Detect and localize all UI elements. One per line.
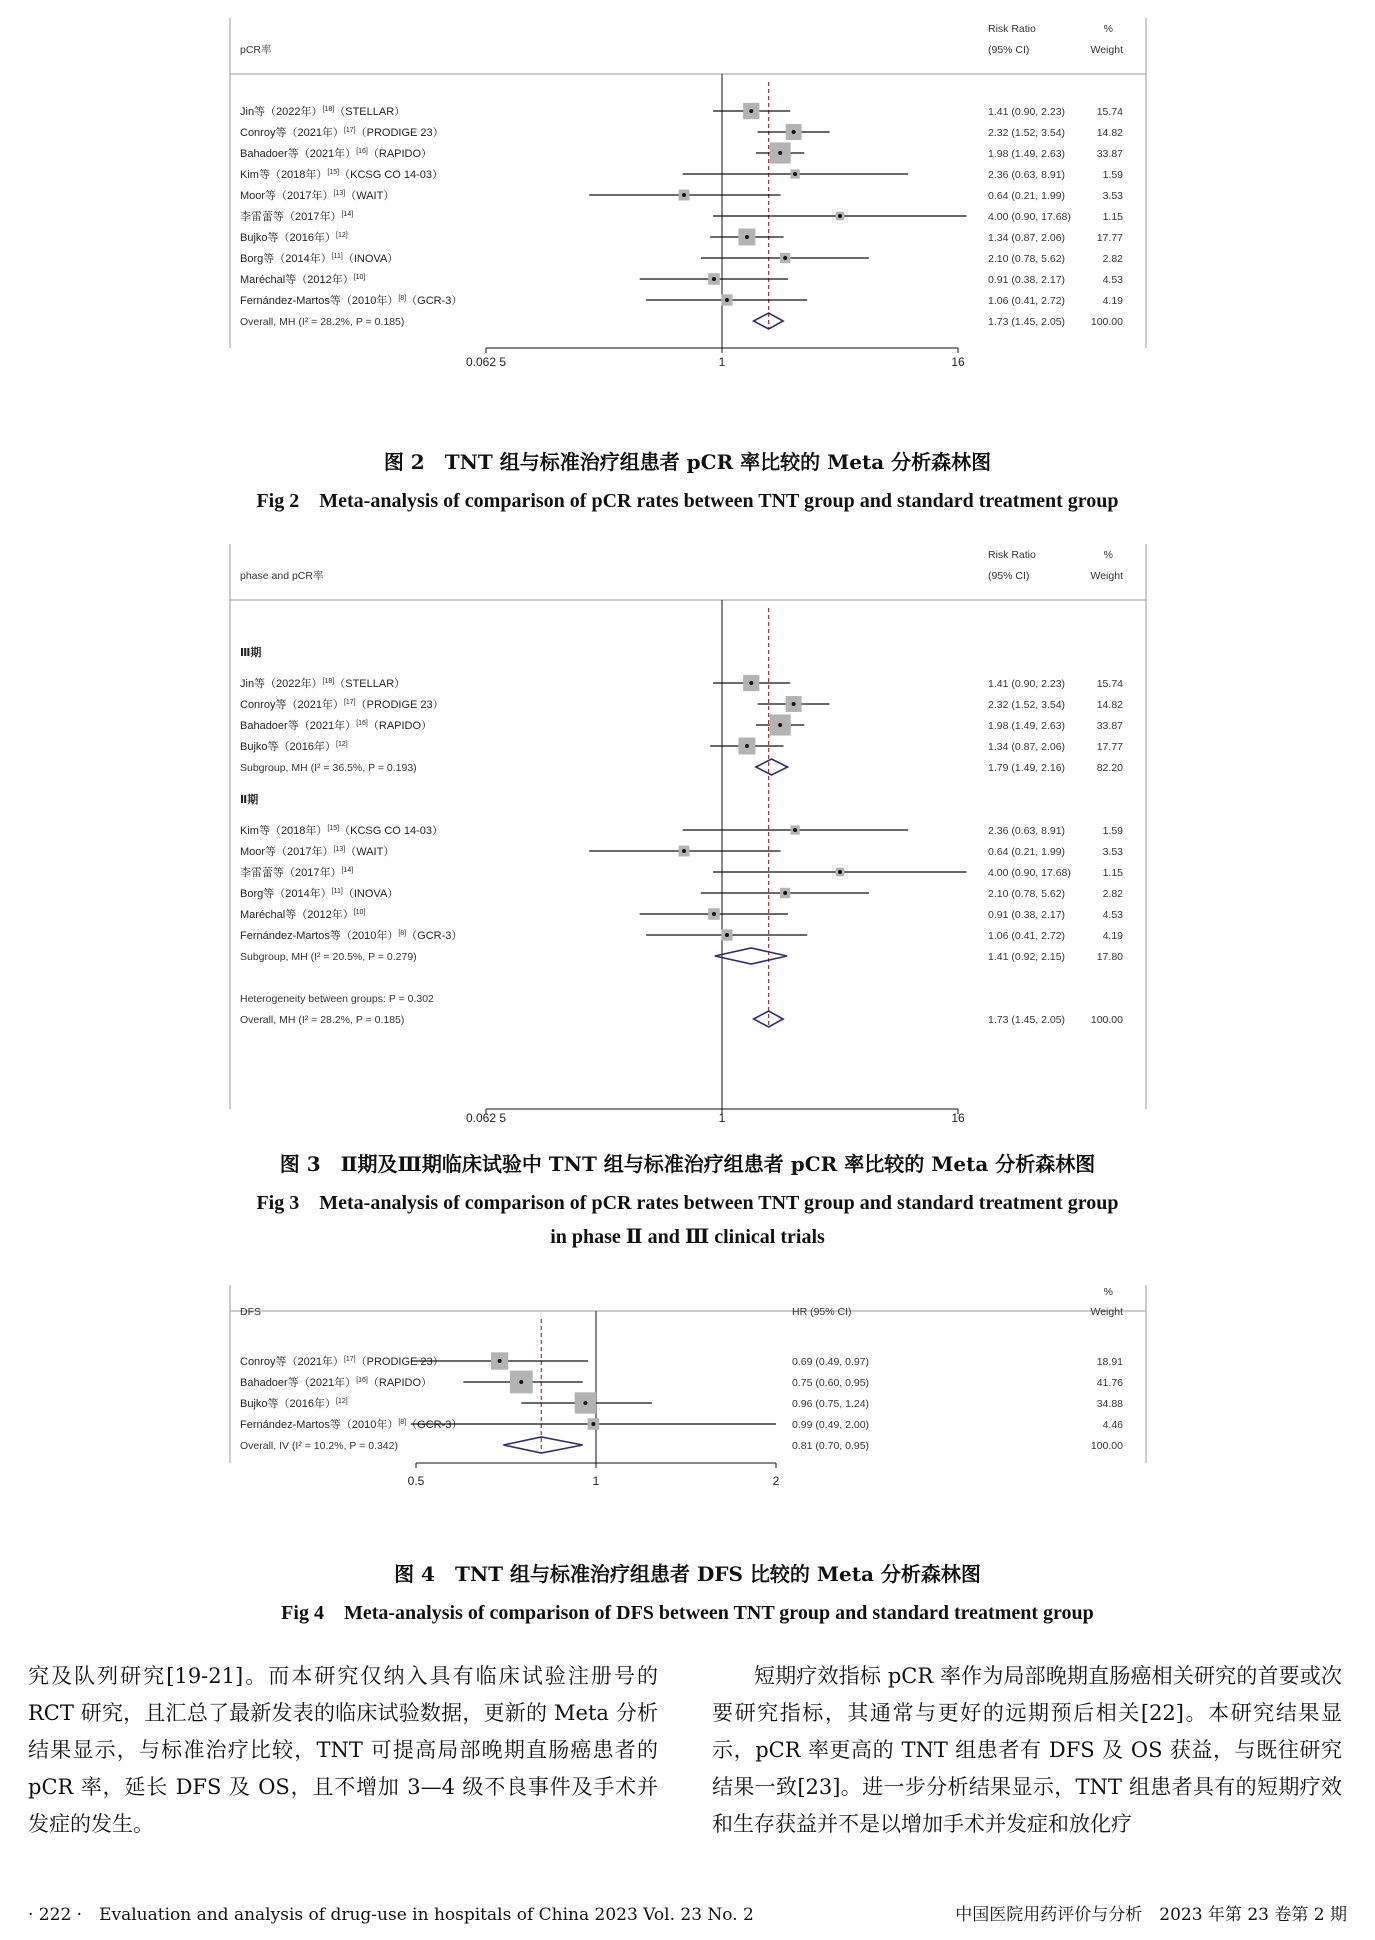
- study-name: Moor等（2017年）: [240, 190, 334, 202]
- weight-value: 3.53: [1102, 190, 1123, 202]
- study-name: Conroy等（2021年）: [240, 1356, 344, 1368]
- study-label: [240, 188, 394, 202]
- x-axis-tick-label: 16: [951, 355, 965, 369]
- weight-value: 14.82: [1096, 127, 1123, 139]
- study-reference: [16]: [356, 720, 368, 727]
- study-reference: [11]: [331, 253, 343, 260]
- study-name: Kim等（2018年）: [240, 169, 328, 181]
- weight-value: 4.19: [1102, 930, 1123, 942]
- study-label: [240, 718, 432, 732]
- study-name: Conroy等（2021年）: [240, 127, 344, 139]
- weight-value: 17.77: [1096, 232, 1123, 244]
- weight-value: 4.19: [1102, 295, 1123, 307]
- column-header-percent: %: [1103, 549, 1113, 561]
- point-estimate: [783, 891, 787, 895]
- x-axis-tick-label: 1: [592, 1474, 600, 1488]
- point-estimate: [783, 256, 787, 260]
- fig3-caption-en-line1: Fig 3 Meta-analysis of comparison of pCR rates between TNT group and standard treatment group: [256, 1192, 1119, 1214]
- x-axis-tick-label: 0.062 5: [465, 355, 507, 369]
- study-name: Fernández-Martos等（2010年）: [240, 930, 399, 942]
- fig3-caption-cn: 图 3 Ⅱ期及Ⅲ期临床试验中 TNT 组与标准治疗组患者 pCR 率比较的 Meta 分析森林图: [279, 1152, 1096, 1176]
- point-estimate: [682, 849, 686, 853]
- study-name: 李雷蕾等（2017年）: [240, 211, 342, 223]
- effect-ci-value: 1.34 (0.87, 2.06): [988, 741, 1066, 753]
- study-name: Overall, IV (I² = 10.2%, P = 0.342): [240, 1440, 398, 1452]
- x-axis-tick-label: 2: [772, 1474, 780, 1488]
- column-header-ci: HR (95% CI): [792, 1306, 852, 1318]
- fig4-caption-en: Fig 4 Meta-analysis of comparison of DFS between TNT group and standard treatment group: [281, 1602, 1094, 1624]
- weight-value: 17.80: [1096, 951, 1123, 963]
- body-text-right: [712, 1658, 1342, 1843]
- study-label: [240, 1440, 398, 1452]
- study-trial: （GCR-3）: [406, 930, 463, 942]
- study-label: [240, 146, 432, 160]
- study-reference: [12]: [336, 741, 348, 748]
- weight-value: 33.87: [1096, 720, 1123, 732]
- column-header-weight: Weight: [1090, 1306, 1123, 1318]
- study-reference: [12]: [336, 1398, 348, 1405]
- study-label: [240, 104, 405, 118]
- study-name: Bahadoer等（2021年）: [240, 720, 357, 732]
- study-name: Borg等（2014年）: [240, 253, 332, 265]
- effect-ci-value: 0.81 (0.70, 0.95): [792, 1440, 870, 1452]
- study-reference: [18]: [322, 678, 335, 685]
- effect-ci-value: 2.10 (0.78, 5.62): [988, 253, 1066, 265]
- study-trial: （KCSG CO 14-03）: [339, 169, 444, 181]
- point-estimate: [583, 1401, 587, 1405]
- study-name: Bujko等（2016年）: [240, 741, 336, 753]
- effect-ci-value: 0.64 (0.21, 1.99): [988, 190, 1066, 202]
- study-trial: （RAPIDO）: [367, 148, 433, 160]
- effect-ci-value: 2.36 (0.63, 8.91): [988, 825, 1066, 837]
- study-reference: [8]: [398, 1419, 407, 1426]
- column-header-label: phase and pCR率: [240, 570, 324, 582]
- effect-ci-value: 0.64 (0.21, 1.99): [988, 846, 1066, 858]
- study-reference: [12]: [336, 232, 348, 239]
- column-header-weight: Weight: [1090, 570, 1123, 582]
- point-estimate: [725, 298, 729, 302]
- study-name: Borg等（2014年）: [240, 888, 332, 900]
- point-estimate: [682, 193, 686, 197]
- point-estimate: [712, 277, 716, 281]
- weight-value: 100.00: [1090, 316, 1123, 328]
- effect-ci-value: 1.98 (1.49, 2.63): [988, 148, 1066, 160]
- study-label: [240, 762, 417, 774]
- study-trial: （STELLAR）: [334, 678, 406, 690]
- overall-diamond: [503, 1437, 582, 1453]
- study-reference: [16]: [356, 148, 368, 155]
- study-reference: [15]: [327, 825, 340, 832]
- study-label: [240, 951, 417, 963]
- study-label: [240, 886, 398, 900]
- column-header-percent: %: [1103, 23, 1113, 35]
- study-trial: （STELLAR）: [334, 106, 406, 118]
- figure-3: [228, 544, 1148, 1129]
- study-name: Subgroup, MH (I² = 20.5%, P = 0.279): [240, 951, 417, 963]
- x-axis-tick-label: 0.5: [407, 1474, 425, 1488]
- study-label: [240, 272, 365, 286]
- study-reference: [17]: [343, 1356, 356, 1363]
- study-label: [240, 251, 398, 265]
- weight-value: 82.20: [1096, 762, 1123, 774]
- weight-value: 1.15: [1102, 867, 1123, 879]
- effect-ci-value: 1.06 (0.41, 2.72): [988, 295, 1066, 307]
- study-name: Jin等（2022年）: [240, 106, 323, 118]
- effect-ci-value: 2.10 (0.78, 5.62): [988, 888, 1066, 900]
- study-trial: （WAIT）: [345, 190, 395, 202]
- column-header-risk-ratio: Risk Ratio: [988, 549, 1036, 561]
- effect-ci-value: 1.34 (0.87, 2.06): [988, 232, 1066, 244]
- weight-value: 17.77: [1096, 741, 1123, 753]
- study-name: Jin等（2022年）: [240, 678, 323, 690]
- effect-ci-value: 1.98 (1.49, 2.63): [988, 720, 1066, 732]
- study-reference: [8]: [398, 930, 407, 937]
- heterogeneity-note: Heterogeneity between groups: P = 0.302: [240, 993, 434, 1005]
- weight-value: 3.53: [1102, 846, 1123, 858]
- point-estimate: [498, 1359, 502, 1363]
- study-name: Overall, MH (I² = 28.2%, P = 0.185): [240, 316, 405, 328]
- study-reference: [8]: [398, 295, 407, 302]
- forest-plot-fig2: [228, 18, 1148, 428]
- point-estimate: [838, 870, 842, 874]
- study-label: [240, 1396, 348, 1410]
- study-trial: （KCSG CO 14-03）: [339, 825, 444, 837]
- weight-value: 4.53: [1102, 274, 1123, 286]
- point-estimate: [725, 933, 729, 937]
- footer-left: · 222 · Evaluation and analysis of drug-use in hospitals of China 2023 Vol. 23 No. 2: [28, 1905, 754, 1925]
- study-label: [240, 823, 443, 837]
- subgroup-diamond: [715, 948, 787, 964]
- study-reference: [13]: [333, 846, 346, 853]
- study-label: [240, 293, 462, 307]
- study-reference: [14]: [341, 867, 354, 874]
- effect-ci-value: 1.41 (0.90, 2.23): [988, 106, 1066, 118]
- weight-value: 100.00: [1090, 1440, 1123, 1452]
- study-label: [240, 865, 353, 879]
- study-name: Maréchal等（2012年）: [240, 909, 354, 921]
- weight-value: 41.76: [1096, 1377, 1123, 1389]
- study-label: [240, 739, 348, 753]
- effect-ci-value: 1.73 (1.45, 2.05): [988, 1014, 1066, 1026]
- point-estimate: [838, 214, 842, 218]
- study-trial: （PRODIGE 23）: [355, 1356, 444, 1368]
- study-name: 李雷蕾等（2017年）: [240, 867, 342, 879]
- study-reference: [13]: [333, 190, 346, 197]
- effect-ci-value: 4.00 (0.90, 17.68): [988, 867, 1071, 879]
- study-label: [240, 844, 394, 858]
- point-estimate: [745, 235, 749, 239]
- body-paragraph-right: 短期疗效指标 pCR 率作为局部晚期直肠癌相关研究的首要或次要研究指标，其通常与更好的远期预后相关[22]。本研究结果显示，pCR 率更高的 TNT 组患者有 DFS 及 OS 获益，与既往研究结果一致[23]。进一步分析结果显示，TNT 组患者具有的短期疗效和生存获益并不是以增加手术并发症和放化疗: [712, 1664, 1342, 1836]
- column-header-label: DFS: [240, 1306, 261, 1318]
- forest-plot-fig3: [228, 544, 1148, 1129]
- study-reference: [10]: [353, 274, 366, 281]
- point-estimate: [792, 130, 796, 134]
- body-paragraph-left: 究及队列研究[19-21]。而本研究仅纳入具有临床试验注册号的 RCT 研究，且汇总了最新发表的临床试验数据，更新的 Meta 分析结果显示，与标准治疗比较，TNT 可提高局部晚期直肠癌患者的 pCR 率，延长 DFS 及 OS，且不增加 3—4 级不良事件及手术并发症的发生。: [28, 1664, 658, 1836]
- study-trial: （PRODIGE 23）: [355, 127, 444, 139]
- weight-value: 34.88: [1096, 1398, 1123, 1410]
- column-header-label: pCR率: [240, 44, 272, 56]
- fig2-caption-en: Fig 2 Meta-analysis of comparison of pCR rates between TNT group and standard treatment group: [256, 490, 1119, 512]
- study-trial: （RAPIDO）: [367, 720, 433, 732]
- x-axis-tick-label: 1: [718, 355, 726, 369]
- study-label: [240, 316, 404, 328]
- study-trial: （INOVA）: [342, 253, 399, 265]
- study-trial: （INOVA）: [342, 888, 399, 900]
- weight-value: 1.59: [1102, 825, 1123, 837]
- footer-right: 中国医院用药评价与分析 2023 年第 23 卷第 2 期: [955, 1905, 1347, 1925]
- study-label: [240, 907, 365, 921]
- study-label: [240, 125, 444, 139]
- column-header-risk-ratio: Risk Ratio: [988, 23, 1036, 35]
- study-reference: [17]: [343, 127, 356, 134]
- figure-2: [228, 18, 1148, 428]
- study-name: Bahadoer等（2021年）: [240, 1377, 357, 1389]
- study-name: Bujko等（2016年）: [240, 232, 336, 244]
- subgroup-heading: Ⅱ期: [240, 794, 259, 806]
- body-text-left: [28, 1658, 658, 1843]
- study-label: [240, 1375, 432, 1389]
- point-estimate: [793, 828, 797, 832]
- study-reference: [11]: [331, 888, 343, 895]
- effect-ci-value: 1.79 (1.49, 2.16): [988, 762, 1066, 774]
- weight-value: 15.74: [1096, 678, 1123, 690]
- study-label: [240, 230, 348, 244]
- column-header-weight: Weight: [1090, 44, 1123, 56]
- study-reference: [15]: [327, 169, 340, 176]
- study-trial: （WAIT）: [345, 846, 395, 858]
- study-reference: [10]: [353, 909, 366, 916]
- effect-ci-value: 2.36 (0.63, 8.91): [988, 169, 1066, 181]
- study-name: Maréchal等（2012年）: [240, 274, 354, 286]
- weight-value: 4.46: [1102, 1419, 1123, 1431]
- point-estimate: [591, 1422, 595, 1426]
- study-name: Overall, MH (I² = 28.2%, P = 0.185): [240, 1014, 405, 1026]
- forest-plot-fig4: [228, 1285, 1148, 1540]
- fig4-caption-cn: 图 4 TNT 组与标准治疗组患者 DFS 比较的 Meta 分析森林图: [394, 1562, 981, 1586]
- x-axis-tick-label: 0.062 5: [465, 1111, 507, 1125]
- point-estimate: [749, 109, 753, 113]
- subgroup-heading: Ⅲ期: [240, 647, 262, 659]
- study-label: [240, 697, 444, 711]
- effect-ci-value: 2.32 (1.52, 3.54): [988, 127, 1066, 139]
- effect-ci-value: 1.41 (0.92, 2.15): [988, 951, 1066, 963]
- study-name: Subgroup, MH (I² = 36.5%, P = 0.193): [240, 762, 417, 774]
- weight-value: 100.00: [1090, 1014, 1123, 1026]
- study-name: Conroy等（2021年）: [240, 699, 344, 711]
- column-header-ci: (95% CI): [988, 570, 1030, 582]
- column-header-ci: (95% CI): [988, 44, 1030, 56]
- effect-ci-value: 0.99 (0.49, 2.00): [792, 1419, 870, 1431]
- point-estimate: [792, 702, 796, 706]
- effect-ci-value: 4.00 (0.90, 17.68): [988, 211, 1071, 223]
- subgroup-diamond: [756, 759, 788, 775]
- study-name: Kim等（2018年）: [240, 825, 328, 837]
- study-reference: [14]: [341, 211, 354, 218]
- study-reference: [16]: [356, 1377, 368, 1384]
- effect-ci-value: 1.73 (1.45, 2.05): [988, 316, 1066, 328]
- weight-value: 33.87: [1096, 148, 1123, 160]
- point-estimate: [519, 1380, 523, 1384]
- weight-value: 14.82: [1096, 699, 1123, 711]
- fig3-caption-en-line2: in phase Ⅱ and Ⅲ clinical trials: [550, 1226, 825, 1248]
- point-estimate: [749, 681, 753, 685]
- study-label: [240, 1014, 404, 1026]
- study-label: [240, 167, 443, 181]
- study-name: Fernández-Martos等（2010年）: [240, 295, 399, 307]
- point-estimate: [745, 744, 749, 748]
- point-estimate: [712, 912, 716, 916]
- weight-value: 4.53: [1102, 909, 1123, 921]
- fig2-caption-cn: 图 2 TNT 组与标准治疗组患者 pCR 率比较的 Meta 分析森林图: [383, 450, 992, 474]
- study-label: [240, 209, 353, 223]
- effect-ci-value: 1.06 (0.41, 2.72): [988, 930, 1066, 942]
- study-trial: （RAPIDO）: [367, 1377, 433, 1389]
- weight-value: 1.15: [1102, 211, 1123, 223]
- effect-ci-value: 0.75 (0.60, 0.95): [792, 1377, 870, 1389]
- study-name: Bahadoer等（2021年）: [240, 148, 357, 160]
- study-reference: [17]: [343, 699, 356, 706]
- weight-value: 2.82: [1102, 253, 1123, 265]
- study-label: [240, 928, 462, 942]
- study-label: [240, 676, 405, 690]
- effect-ci-value: 0.96 (0.75, 1.24): [792, 1398, 870, 1410]
- study-name: Bujko等（2016年）: [240, 1398, 336, 1410]
- x-axis-tick-label: 16: [951, 1111, 965, 1125]
- study-name: Fernández-Martos等（2010年）: [240, 1419, 399, 1431]
- weight-value: 15.74: [1096, 106, 1123, 118]
- column-header-percent: %: [1103, 1286, 1113, 1298]
- effect-ci-value: 0.91 (0.38, 2.17): [988, 274, 1066, 286]
- weight-value: 1.59: [1102, 169, 1123, 181]
- study-trial: （GCR-3）: [406, 1419, 463, 1431]
- study-name: Moor等（2017年）: [240, 846, 334, 858]
- point-estimate: [778, 151, 782, 155]
- study-trial: （GCR-3）: [406, 295, 463, 307]
- effect-ci-value: 1.41 (0.90, 2.23): [988, 678, 1066, 690]
- study-reference: [18]: [322, 106, 335, 113]
- study-trial: （PRODIGE 23）: [355, 699, 444, 711]
- weight-value: 18.91: [1096, 1356, 1123, 1368]
- effect-ci-value: 0.91 (0.38, 2.17): [988, 909, 1066, 921]
- weight-value: 2.82: [1102, 888, 1123, 900]
- effect-ci-value: 2.32 (1.52, 3.54): [988, 699, 1066, 711]
- point-estimate: [793, 172, 797, 176]
- figure-4: [228, 1285, 1148, 1540]
- point-estimate: [778, 723, 782, 727]
- effect-ci-value: 0.69 (0.49, 0.97): [792, 1356, 870, 1368]
- x-axis-tick-label: 1: [718, 1111, 726, 1125]
